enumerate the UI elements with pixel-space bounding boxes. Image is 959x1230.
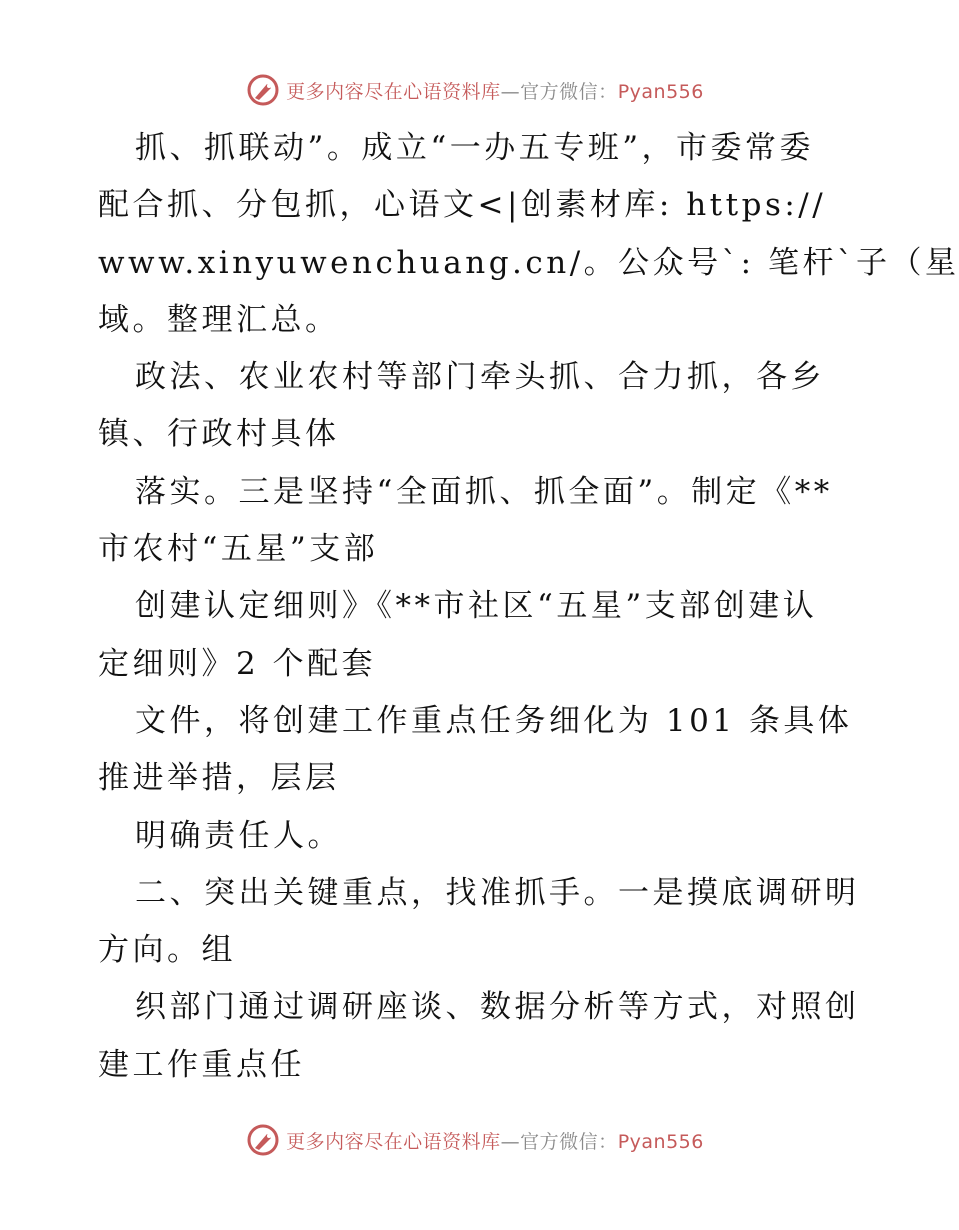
text-line: 明确责任人。 bbox=[135, 817, 342, 854]
banner-text bbox=[286, 1127, 704, 1154]
text-line: 二、突出关键重点，找准抓手。一是摸底调研明 bbox=[135, 874, 860, 911]
text-line: 定细则》2 个配套 bbox=[98, 645, 377, 682]
document-body bbox=[98, 120, 959, 1094]
banner-wechat-id: Pyan556 bbox=[617, 80, 704, 103]
text-line: 抓、抓联动”。成立“一办五专班”，市委常委 bbox=[135, 130, 815, 166]
text-line: 落实。三是坚持“全面抓、抓全面”。制定《** bbox=[135, 473, 833, 510]
banner-main-text: 更多内容尽在心语资料库 bbox=[286, 80, 501, 103]
banner-separator-text: —官方微信： bbox=[500, 80, 618, 103]
footer-banner bbox=[0, 1118, 950, 1162]
banner-wechat-id: Pyan556 bbox=[617, 1130, 704, 1153]
text-line: 方向。组 bbox=[98, 932, 236, 969]
text-line: 域。整理汇总。 bbox=[98, 301, 340, 338]
fountain-pen-seal-icon bbox=[246, 1123, 280, 1157]
banner-separator-text: —官方微信： bbox=[500, 1130, 618, 1153]
text-line: 创建认定细则》《**市社区“五星”支部创建认 bbox=[135, 588, 818, 625]
text-line: 市农村“五星”支部 bbox=[98, 531, 379, 568]
header-banner bbox=[0, 68, 950, 112]
text-line: 镇、行政村具体 bbox=[98, 416, 340, 453]
text-line: 文件，将创建工作重点任务细化为 101 条具体 bbox=[135, 702, 853, 739]
banner-text bbox=[286, 77, 704, 104]
text-line: 推进举措，层层 bbox=[98, 760, 340, 797]
fountain-pen-seal-icon bbox=[246, 73, 280, 107]
text-line: 政法、农业农村等部门牵头抓、合力抓，各乡 bbox=[135, 359, 825, 396]
text-line: 配合抓、分包抓，心语文<|创素材库: https:// bbox=[98, 187, 827, 224]
text-line: 织部门通过调研座谈、数据分析等方式，对照创 bbox=[135, 989, 860, 1026]
text-line: 建工作重点任 bbox=[98, 1046, 305, 1083]
text-line: www.xinyuwenchuang.cn/。公众号`: 笔杆`子（星 bbox=[98, 244, 959, 281]
banner-main-text: 更多内容尽在心语资料库 bbox=[286, 1130, 501, 1153]
